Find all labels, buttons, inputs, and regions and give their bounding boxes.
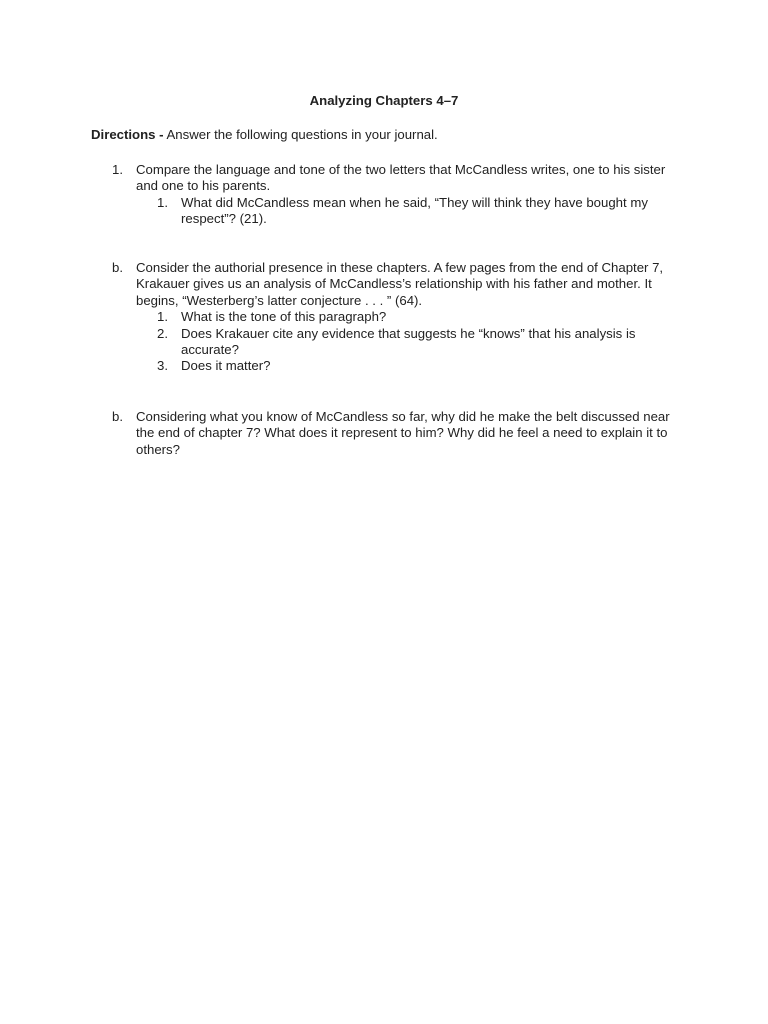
list-marker: 1. [112, 162, 123, 177]
sub-question-item [157, 326, 657, 359]
question-item [112, 409, 682, 458]
sub-question-item [157, 309, 657, 325]
directions [91, 127, 691, 143]
list-marker: b. [112, 409, 123, 424]
list-marker: 1. [157, 309, 168, 325]
directions-text: Answer the following questions in your journal. [166, 127, 438, 142]
question-text: Considering what you know of McCandless so far, why did he make the belt discussed near the end of chapter 7? What does it represent to him? Why did he feel a need to explain it to others? [136, 409, 670, 457]
sub-question-text: What is the tone of this paragraph? [181, 309, 387, 325]
list-marker: 3. [157, 358, 168, 374]
sub-question-item [157, 195, 657, 228]
question-item [112, 260, 682, 375]
list-marker: 1. [157, 194, 168, 210]
directions-label: Directions - [91, 127, 164, 142]
list-marker: b. [112, 260, 123, 275]
document-title: Analyzing Chapters 4–7 [309, 93, 459, 108]
sub-question-item [157, 358, 657, 374]
question-text: Compare the language and tone of the two letters that McCandless writes, one to his sister and one to his parents. [136, 162, 666, 194]
sub-question-text: What did McCandless mean when he said, “They will think they have bought my respect”? (21). [181, 194, 648, 227]
sub-question-text: Does Krakauer cite any evidence that suggests he “knows” that his analysis is accurate? [181, 325, 636, 358]
list-marker: 2. [157, 325, 168, 341]
question-text: Consider the authorial presence in these chapters. A few pages from the end of Chapter 7, Krakauer gives us an analysis of McCandless’s relationship with his father and mother. It begins, “Westerberg’s latter conjecture . . . ” (64). [136, 260, 664, 308]
question-item [112, 162, 682, 228]
sub-question-text: Does it matter? [181, 358, 271, 374]
